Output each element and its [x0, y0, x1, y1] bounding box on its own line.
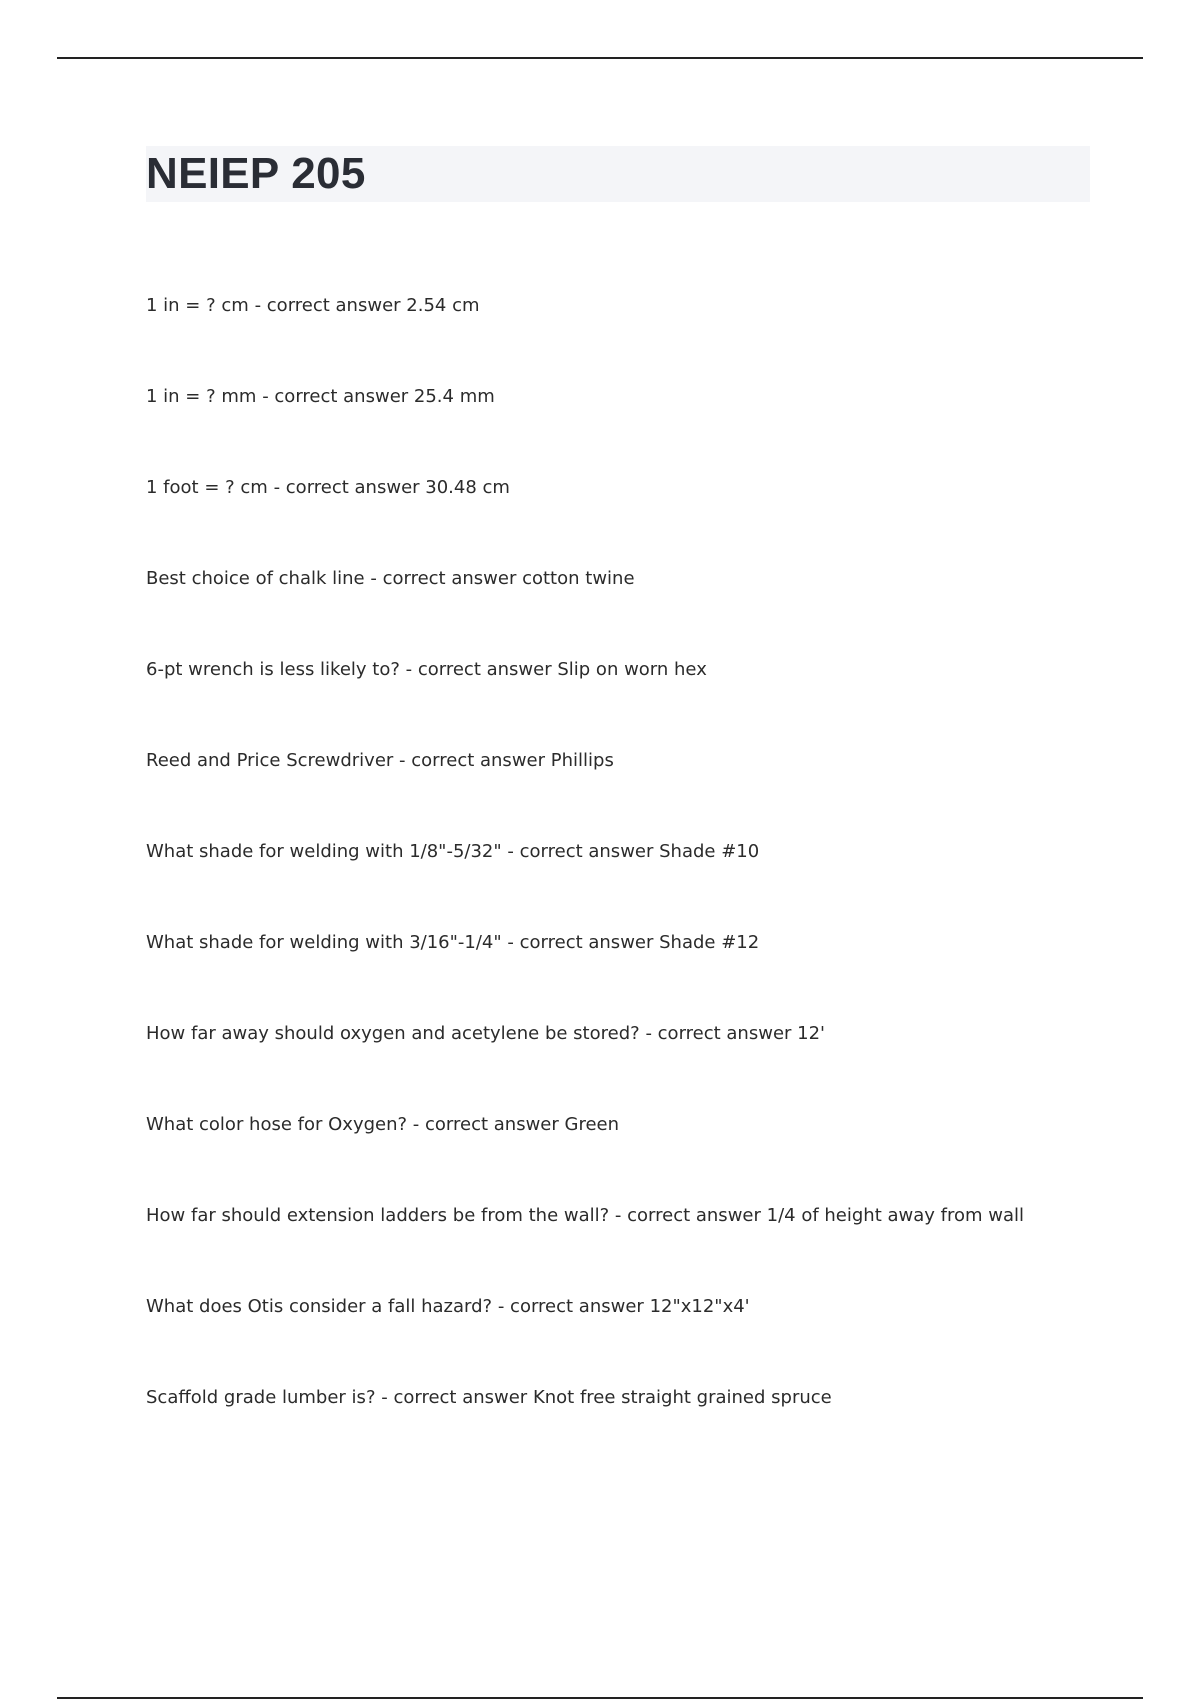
answer-prefix: - correct answer	[507, 841, 654, 862]
question-text: What shade for welding with 3/16"-1/4"	[146, 932, 502, 953]
answer-prefix: - correct answer	[399, 750, 546, 771]
answer-text: Green	[564, 1114, 620, 1135]
qa-item	[146, 385, 1096, 476]
qa-item	[146, 294, 1096, 385]
answer-prefix: - correct answer	[262, 386, 409, 407]
answer-prefix: - correct answer	[370, 568, 517, 589]
qa-item	[146, 1204, 1096, 1295]
answer-text: 2.54 cm	[406, 295, 480, 316]
answer-prefix: - correct answer	[507, 932, 654, 953]
answer-text: 12"x12"x4'	[649, 1296, 750, 1317]
question-text: Best choice of chalk line	[146, 568, 365, 589]
question-text: 1 in = ? cm	[146, 295, 249, 316]
answer-text: 1/4 of height away from wall	[766, 1205, 1025, 1226]
answer-text: Slip on worn hex	[557, 659, 707, 680]
answer-text: 30.48 cm	[425, 477, 510, 498]
question-text: How far should extension ladders be from the wall?	[146, 1205, 610, 1226]
answer-prefix: - correct answer	[381, 1387, 528, 1408]
question-text: What color hose for Oxygen?	[146, 1114, 408, 1135]
top-rule	[57, 57, 1143, 59]
qa-item	[146, 840, 1096, 931]
qa-item	[146, 1295, 1096, 1386]
document-title: NEIEP 205	[146, 149, 366, 198]
qa-list	[146, 294, 1096, 1477]
answer-prefix: - correct answer	[412, 1114, 559, 1135]
question-text: Reed and Price Screwdriver	[146, 750, 394, 771]
question-text: What shade for welding with 1/8"-5/32"	[146, 841, 502, 862]
answer-text: Phillips	[550, 750, 614, 771]
bottom-rule	[57, 1697, 1143, 1699]
question-text: 1 in = ? mm	[146, 386, 257, 407]
answer-text: cotton twine	[522, 568, 635, 589]
answer-text: Knot free straight grained spruce	[532, 1387, 832, 1408]
question-text: 6-pt wrench is less likely to?	[146, 659, 400, 680]
qa-item	[146, 567, 1096, 658]
answer-text: Shade #10	[659, 841, 760, 862]
question-text: Scaffold grade lumber is?	[146, 1387, 376, 1408]
answer-prefix: - correct answer	[405, 659, 552, 680]
qa-item	[146, 1022, 1096, 1113]
qa-item	[146, 1113, 1096, 1204]
answer-prefix: - correct answer	[614, 1205, 761, 1226]
answer-text: 25.4 mm	[413, 386, 495, 407]
answer-text: 12'	[797, 1023, 826, 1044]
answer-prefix: - correct answer	[497, 1296, 644, 1317]
qa-item	[146, 749, 1096, 840]
answer-prefix: - correct answer	[254, 295, 401, 316]
qa-item	[146, 931, 1096, 1022]
question-text: 1 foot = ? cm	[146, 477, 268, 498]
qa-item	[146, 658, 1096, 749]
qa-item	[146, 1386, 1096, 1477]
answer-prefix: - correct answer	[645, 1023, 792, 1044]
qa-item	[146, 476, 1096, 567]
answer-text: Shade #12	[659, 932, 760, 953]
answer-prefix: - correct answer	[273, 477, 420, 498]
question-text: How far away should oxygen and acetylene be stored?	[146, 1023, 640, 1044]
question-text: What does Otis consider a fall hazard?	[146, 1296, 493, 1317]
